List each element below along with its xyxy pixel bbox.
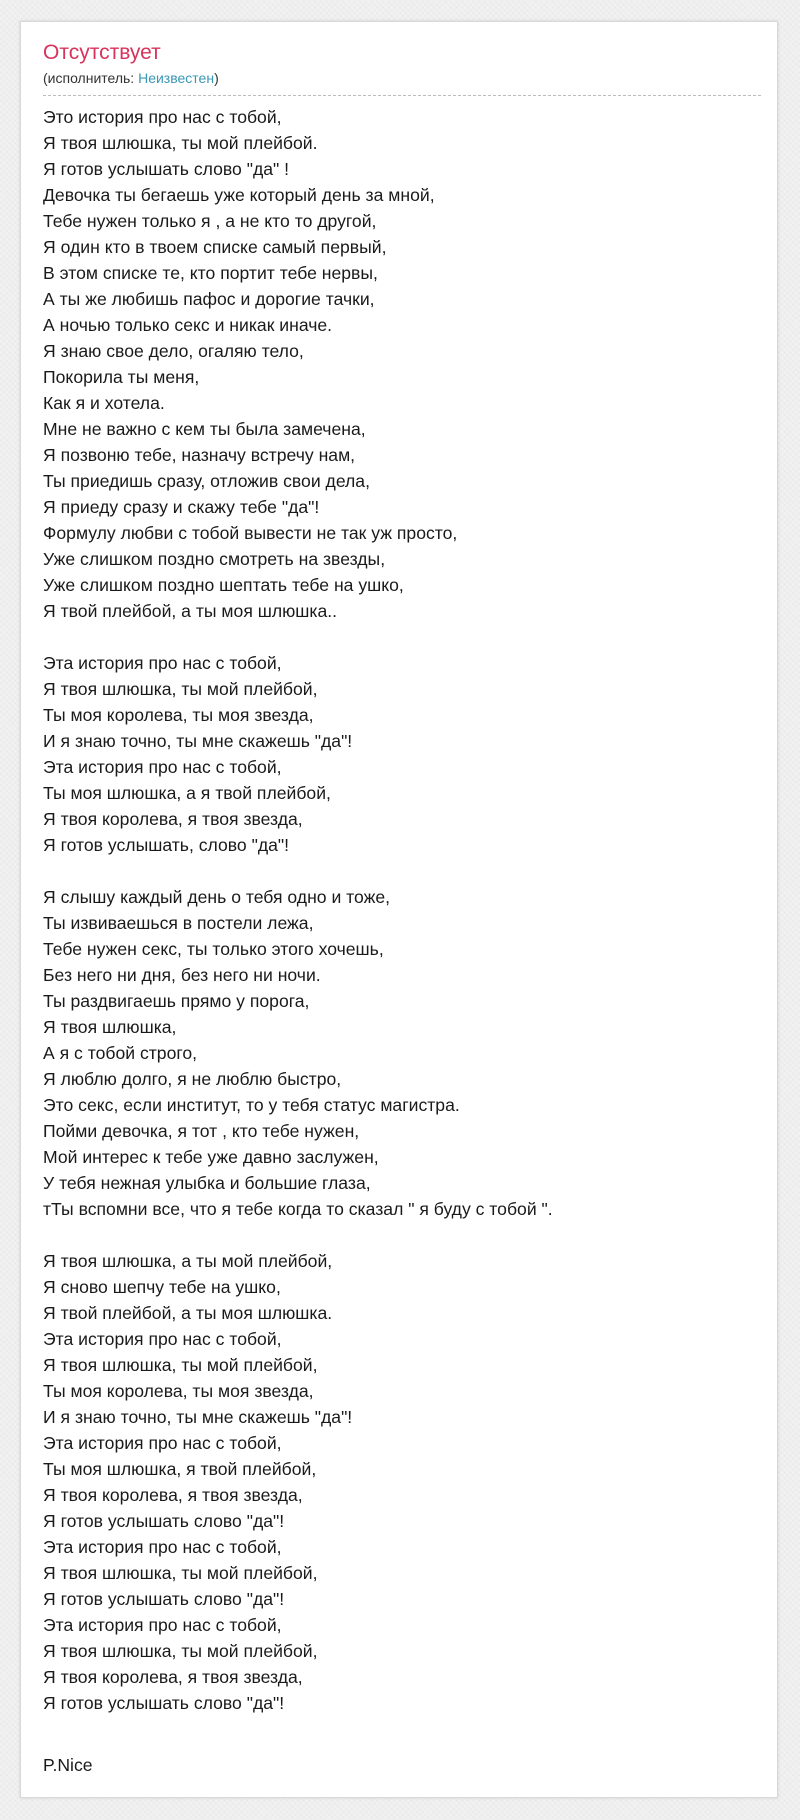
lyric-line: Эта история про нас с тобой,: [43, 1615, 282, 1635]
lyric-line: Тебе нужен только я , а не кто то другой,: [43, 211, 377, 231]
lyric-line: Эта история про нас с тобой,: [43, 1329, 282, 1349]
lyric-line: Я позвоню тебе, назначу встречу нам,: [43, 445, 356, 465]
lyric-line: Я готов услышать, слово "да"!: [43, 835, 290, 855]
stanza-break: [43, 1222, 763, 1248]
lyric-line: Я твой плейбой, а ты моя шлюшка..: [43, 601, 338, 621]
lyric-line: Я твой плейбой, а ты моя шлюшка.: [43, 1303, 333, 1323]
lyric-line: Я знаю свое дело, огаляю тело,: [43, 341, 304, 361]
lyric-line: Я готов услышать слово "да"!: [43, 1693, 285, 1713]
stanza-break: [43, 858, 763, 884]
lyric-line: Я твоя шлюшка, ты мой плейбой,: [43, 679, 318, 699]
lyric-line: Я твоя шлюшка, а ты мой плейбой,: [43, 1251, 333, 1271]
lyric-line: В этом списке те, кто портит тебе нервы,: [43, 263, 378, 283]
lyric-line: Я твоя шлюшка,: [43, 1017, 177, 1037]
artist-suffix: ): [214, 70, 219, 86]
lyric-line: Я люблю долго, я не люблю быстро,: [43, 1069, 342, 1089]
lyric-line: Эта история про нас с тобой,: [43, 1537, 282, 1557]
lyric-line: Это история про нас с тобой,: [43, 107, 282, 127]
lyric-line: Я твоя королева, я твоя звезда,: [43, 1667, 303, 1687]
lyric-line: тТы вспомни все, что я тебе когда то сказал " я буду с тобой ".: [43, 1199, 553, 1219]
lyric-line: А я с тобой строго,: [43, 1043, 198, 1063]
lyric-line: Мне не важно с кем ты была замечена,: [43, 419, 366, 439]
lyric-line: Это секс, если институт, то у тебя статус магистра.: [43, 1095, 460, 1115]
lyric-line: Как я и хотела.: [43, 393, 165, 413]
lyrics-text: [43, 104, 763, 1716]
lyric-line: Уже слишком поздно смотреть на звезды,: [43, 549, 386, 569]
lyric-line: И я знаю точно, ты мне скажешь "да"!: [43, 1407, 353, 1427]
lyric-line: Я твоя королева, я твоя звезда,: [43, 1485, 303, 1505]
lyric-line: Эта история про нас с тобой,: [43, 1433, 282, 1453]
signature: P.Nice: [43, 1755, 93, 1775]
lyric-line: Я слышу каждый день о тебя одно и тоже,: [43, 887, 391, 907]
lyric-line: Уже слишком поздно шептать тебе на ушко,: [43, 575, 404, 595]
lyric-line: Пойми девочка, я тот , кто тебе нужен,: [43, 1121, 360, 1141]
lyric-line: Я твоя королева, я твоя звезда,: [43, 809, 303, 829]
lyric-line: Ты раздвигаешь прямо у порога,: [43, 991, 310, 1011]
lyric-line: Ты приедишь сразу, отложив свои дела,: [43, 471, 370, 491]
artist-prefix: (исполнитель:: [43, 70, 139, 86]
lyric-line: Я готов услышать слово "да"!: [43, 1511, 285, 1531]
lyric-line: А ты же любишь пафос и дорогие тачки,: [43, 289, 375, 309]
lyric-line: Ты моя шлюшка, а я твой плейбой,: [43, 783, 331, 803]
lyric-line: И я знаю точно, ты мне скажешь "да"!: [43, 731, 353, 751]
lyric-line: Я готов услышать слово "да"!: [43, 1589, 285, 1609]
lyric-line: Формулу любви с тобой вывести не так уж просто,: [43, 523, 458, 543]
lyric-line: Тебе нужен секс, ты только этого хочешь,: [43, 939, 384, 959]
lyric-line: А ночью только секс и никак иначе.: [43, 315, 333, 335]
lyric-line: Эта история про нас с тобой,: [43, 653, 282, 673]
lyric-line: Покорила ты меня,: [43, 367, 200, 387]
lyric-line: Я готов услышать слово "да" !: [43, 159, 290, 179]
lyric-line: У тебя нежная улыбка и большие глаза,: [43, 1173, 371, 1193]
lyric-line: Эта история про нас с тобой,: [43, 757, 282, 777]
song-header: [43, 40, 761, 96]
lyric-line: Ты извиваешься в постели лежа,: [43, 913, 314, 933]
stanza-break: [43, 624, 763, 650]
lyric-line: Я твоя шлюшка, ты мой плейбой,: [43, 1355, 318, 1375]
lyrics-card: [20, 21, 778, 1798]
lyric-line: Я твоя шлюшка, ты мой плейбой,: [43, 1641, 318, 1661]
artist-link[interactable]: Неизвестен: [138, 70, 215, 86]
song-title: Отсутствует: [43, 41, 161, 64]
lyric-line: Я один кто в твоем списке самый первый,: [43, 237, 387, 257]
lyric-line: Я приеду сразу и скажу тебе "да"!: [43, 497, 320, 517]
lyric-line: Девочка ты бегаешь уже который день за мной,: [43, 185, 435, 205]
lyric-line: Я твоя шлюшка, ты мой плейбой,: [43, 1563, 318, 1583]
lyric-line: Ты моя шлюшка, я твой плейбой,: [43, 1459, 317, 1479]
lyric-line: Мой интерес к тебе уже давно заслужен,: [43, 1147, 379, 1167]
lyric-line: Ты моя королева, ты моя звезда,: [43, 705, 314, 725]
lyric-line: Без него ни дня, без него ни ночи.: [43, 965, 321, 985]
lyric-line: Я твоя шлюшка, ты мой плейбой.: [43, 133, 318, 153]
lyric-line: Ты моя королева, ты моя звезда,: [43, 1381, 314, 1401]
lyric-line: Я сново шепчу тебе на ушко,: [43, 1277, 281, 1297]
artist-line: [43, 70, 761, 87]
